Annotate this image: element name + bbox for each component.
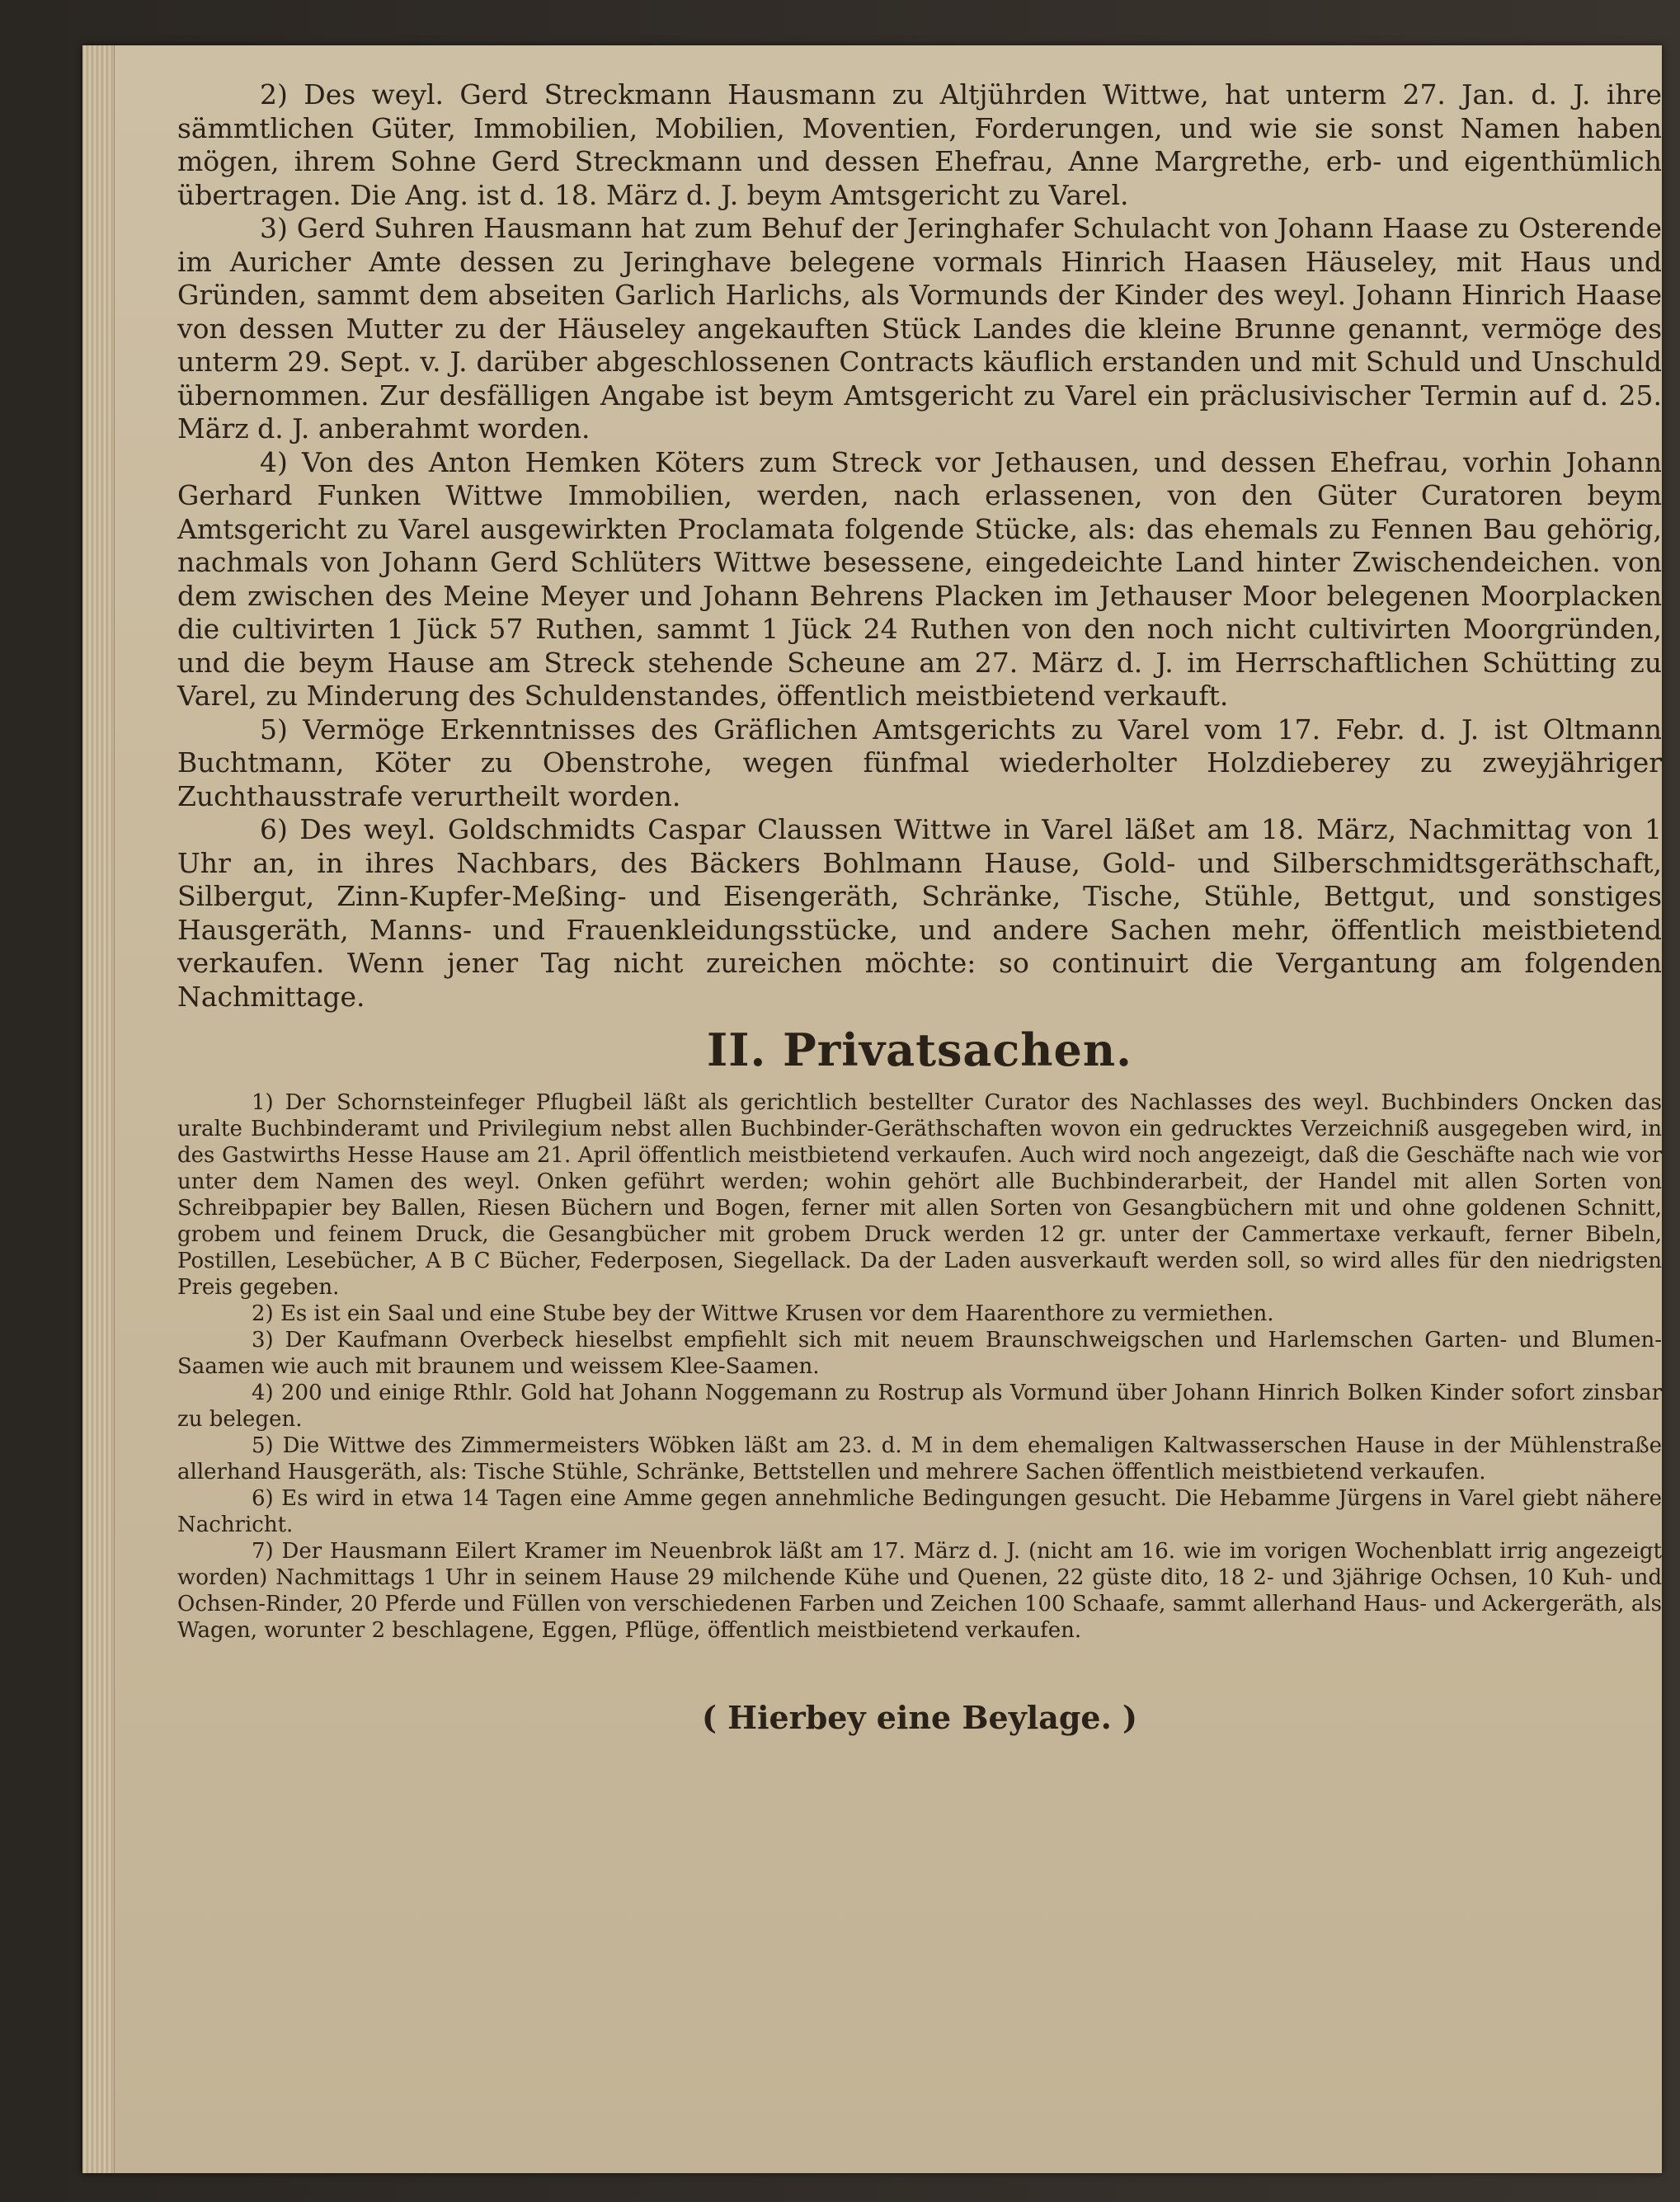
private-notice-item: 6) Es wird in etwa 14 Tagen eine Amme gegen annehmliche Bedingungen gesucht. Die Hebamme Jürgens in Varel giebt nähere Nachricht. <box>177 1486 1662 1537</box>
section-heading: II. Privatsachen. <box>707 1023 1132 1076</box>
notice-item: 5) Vermöge Erkenntnisses des Gräflichen Amtsgerichts zu Varel vom 17. Febr. d. J. ist Oltmann Buchtmann, Köter zu Obenstrohe, wegen fünfmal wiederholter Holzdieberey zu zweyjähriger Zuchthausstrafe verurtheilt worden. <box>177 713 1662 812</box>
supplement-note: ( Hierbey eine Beylage. ) <box>701 1699 1138 1736</box>
notice-item: 2) Des weyl. Gerd Streckmann Hausmann zu Altjührden Wittwe, hat unterm 27. Jan. d. J. ihre sämmtlichen Güter, Immobilien, Mobilien, Moventien, Forderungen, und wie sie sonst Namen haben mögen, ihrem Sohne Gerd Streckmann und dessen Ehefrau, Anne Margrethe, erb- und eigenthümlich übertragen. Die Ang. ist d. 18. März d. J. beym Amtsgericht zu Varel. <box>177 78 1662 211</box>
notice-item: 6) Des weyl. Goldschmidts Caspar Claussen Wittwe in Varel läßet am 18. März, Nachmittag von 1 Uhr an, in ihres Nachbars, des Bäckers Bohlmann Hause, Gold- und Silberschmidtsgeräthschaft, Silbergut, Zinn-Kupfer-Meßing- und Eisengeräth, Schränke, Tische, Stühle, Bettgut, und sonstiges Hausgeräth, Manns- und Frauenkleidungsstücke, und andere Sachen mehr, öffentlich meistbietend verkaufen. Wenn jener Tag nicht zureichen möchte: so continuirt die Vergantung am folgenden Nachmittage. <box>177 813 1662 1013</box>
notice-item: 4) Von des Anton Hemken Köters zum Streck vor Jethausen, und dessen Ehefrau, vorhin Johann Gerhard Funken Wittwe Immobilien, werden, nach erlassenen, von den Güter Curatoren beym Amtsgericht zu Varel ausgewirkten Proclamata folgende Stücke, als: das ehemals zu Fennen Bau gehörig, nachmals von Johann Gerd Schlüters Wittwe besessene, eingedeichte Land hinter Zwischendeichen. von dem zwischen des Meine Meyer und Johann Behrens Placken im Jethauser Moor belegenen Moorplacken die cultivirten 1 Jück 57 Ruthen, sammt 1 Jück 24 Ruthen von den noch nicht cultivirten Moorgründen, und die beym Hause am Streck stehende Scheune am 27. März d. J. im Herrschaftlichen Schütting zu Varel, zu Minderung des Schuldenstandes, öffentlich meistbietend verkauft. <box>177 445 1662 712</box>
page-content <box>177 78 1662 2124</box>
private-notice-item: 5) Die Wittwe des Zimmermeisters Wöbken läßt am 23. d. M in dem ehemaligen Kaltwasserschen Hause in der Mühlenstraße allerhand Hausgeräth, als: Tische Stühle, Schränke, Bettstellen und mehrere Sachen öffentlich meistbietend verkaufen. <box>177 1433 1662 1484</box>
private-notice-item: 4) 200 und einige Rthlr. Gold hat Johann Noggemann zu Rostrup als Vormund über Johann Hinrich Bolken Kinder sofort zinsbar zu belegen. <box>177 1381 1662 1432</box>
private-notice-item: 3) Der Kaufmann Overbeck hieselbst empfiehlt sich mit neuem Braunschweigschen und Harlemschen Garten- und Blumen-Saamen wie auch mit braunem und weissem Klee-Saamen. <box>177 1328 1662 1379</box>
newspaper-page <box>82 45 1662 2173</box>
private-notice-item: 1) Der Schornsteinfeger Pflugbeil läßt als gerichtlich bestellter Curator des Nachlasses des weyl. Buchbinders Oncken das uralte Buchbinderamt und Privilegium nebst allen Buchbinder-Geräthschaften wovon ein gedrucktes Verzeichniß ausgegeben wird, in des Gastwirths Hesse Hause am 21. April öffentlich meistbietend verkaufen. Auch wird noch angezeigt, daß die Geschäfte nach wie vor unter dem Namen des weyl. Onken geführt werden; wohin gehört alle Buchbinderarbeit, der Handel mit allen Sorten von Schreibpapier bey Ballen, Riesen Büchern und Bogen, ferner mit allen Sorten von Gesangbüchern mit und ohne goldenen Schnitt, grobem und feinem Druck, die Gesangbücher mit grobem Druck werden 12 gr. unter der Cammertaxe verkauft, ferner Bibeln, Postillen, Lesebücher, A B C Bücher, Federposen, Siegellack. Da der Laden ausverkauft werden soll, so wird alles für den niedrigsten Preis gegeben. <box>177 1090 1662 1300</box>
private-notice-item: 7) Der Hausmann Eilert Kramer im Neuenbrok läßt am 17. März d. J. (nicht am 16. wie im vorigen Wochenblatt irrig angezeigt worden) Nachmittags 1 Uhr in seinem Hause 29 milchende Kühe und Quenen, 22 güste dito, 18 2- und 3jährige Ochsen, 10 Kuh- und Ochsen-Rinder, 20 Pferde und Füllen von verschiedenen Farben und Zeichen 100 Schaafe, sammt allerhand Haus- und Ackergeräth, als Wagen, worunter 2 beschlagene, Eggen, Pflüge, öffentlich meistbietend verkaufen. <box>177 1539 1662 1643</box>
notice-item: 3) Gerd Suhren Hausmann hat zum Behuf der Jeringhafer Schulacht von Johann Haase zu Osterende im Auricher Amte dessen zu Jeringhave belegene vormals Hinrich Haasen Häuseley, mit Haus und Gründen, sammt dem abseiten Garlich Harlichs, als Vormunds der Kinder des weyl. Johann Hinrich Haase von dessen Mutter zu der Häuseley angekauften Stück Landes die kleine Brunne genannt, vermöge des unterm 29. Sept. v. J. darüber abgeschlossenen Contracts käuflich erstanden und mit Schuld und Unschuld übernommen. Zur desfälligen Angabe ist beym Amtsgericht zu Varel ein präclusivischer Termin auf d. 25. März d. J. anberahmt worden. <box>177 212 1662 445</box>
page-edge <box>82 45 115 2173</box>
private-notice-item: 2) Es ist ein Saal und eine Stube bey der Wittwe Krusen vor dem Haarenthore zu vermiethen. <box>252 1301 1274 1326</box>
